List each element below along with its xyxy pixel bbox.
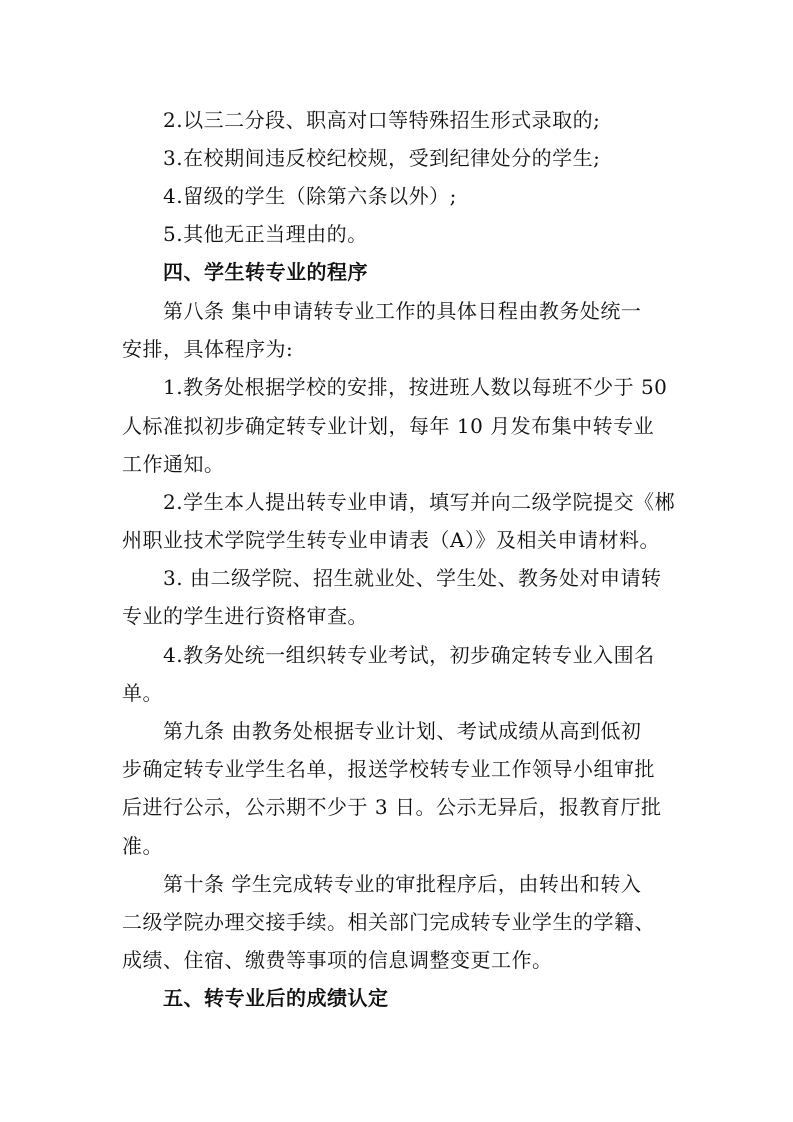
article-10-line-3: 成绩、住宿、缴费等事项的信息调整变更工作。 [122,948,553,972]
article-9-line-4: 准。 [122,834,163,858]
list-item-5: 5.其他无正当理由的。 [163,222,368,246]
procedure-3-line-1: 3. 由二级学院、招生就业处、学生处、教务处对申请转 [163,566,662,590]
procedure-4-line-2: 单。 [122,681,163,705]
article-9-line-3: 后进行公示，公示期不少于 3 日。公示无异后，报教育厅批 [122,795,662,819]
procedure-1-line-2: 人标准拟初步确定转专业计划，每年 10 月发布集中转专业 [122,414,655,438]
article-8-line-1: 第八条 集中申请转专业工作的具体日程由教务处统一 [163,299,642,323]
procedure-1-line-3: 工作通知。 [122,452,225,476]
procedure-3-line-2: 专业的学生进行资格审查。 [122,604,368,628]
article-10-line-1: 第十条 学生完成转专业的审批程序后，由转出和转入 [163,872,642,896]
procedure-2-line-2: 州职业技术学院学生转专业申请表（A）》及相关申请材料。 [122,528,660,552]
procedure-2-line-1: 2.学生本人提出转专业申请，填写并向二级学院提交《郴 [163,490,676,514]
section-heading-4: 四、学生转专业的程序 [163,260,368,284]
list-item-4: 4.留级的学生（除第六条以外）; [163,184,457,208]
procedure-1-line-1: 1.教务处根据学校的安排，按进班人数以每班不少于 50 [163,375,668,399]
list-item-3: 3.在校期间违反校纪校规，受到纪律处分的学生; [163,146,601,170]
list-item-2: 2.以三二分段、职高对口等特殊招生形式录取的; [163,108,601,132]
article-9-line-2: 步确定转专业学生名单，报送学校转专业工作领导小组审批 [122,757,655,781]
article-10-line-2: 二级学院办理交接手续。相关部门完成转专业学生的学籍、 [122,910,655,934]
article-9-line-1: 第九条 由教务处根据专业计划、考试成绩从高到低初 [163,719,642,743]
article-8-line-2: 安排，具体程序为: [122,337,294,361]
section-heading-5: 五、转专业后的成绩认定 [163,986,389,1010]
procedure-4-line-1: 4.教务处统一组织转专业考试，初步确定转专业入围名 [163,643,655,667]
